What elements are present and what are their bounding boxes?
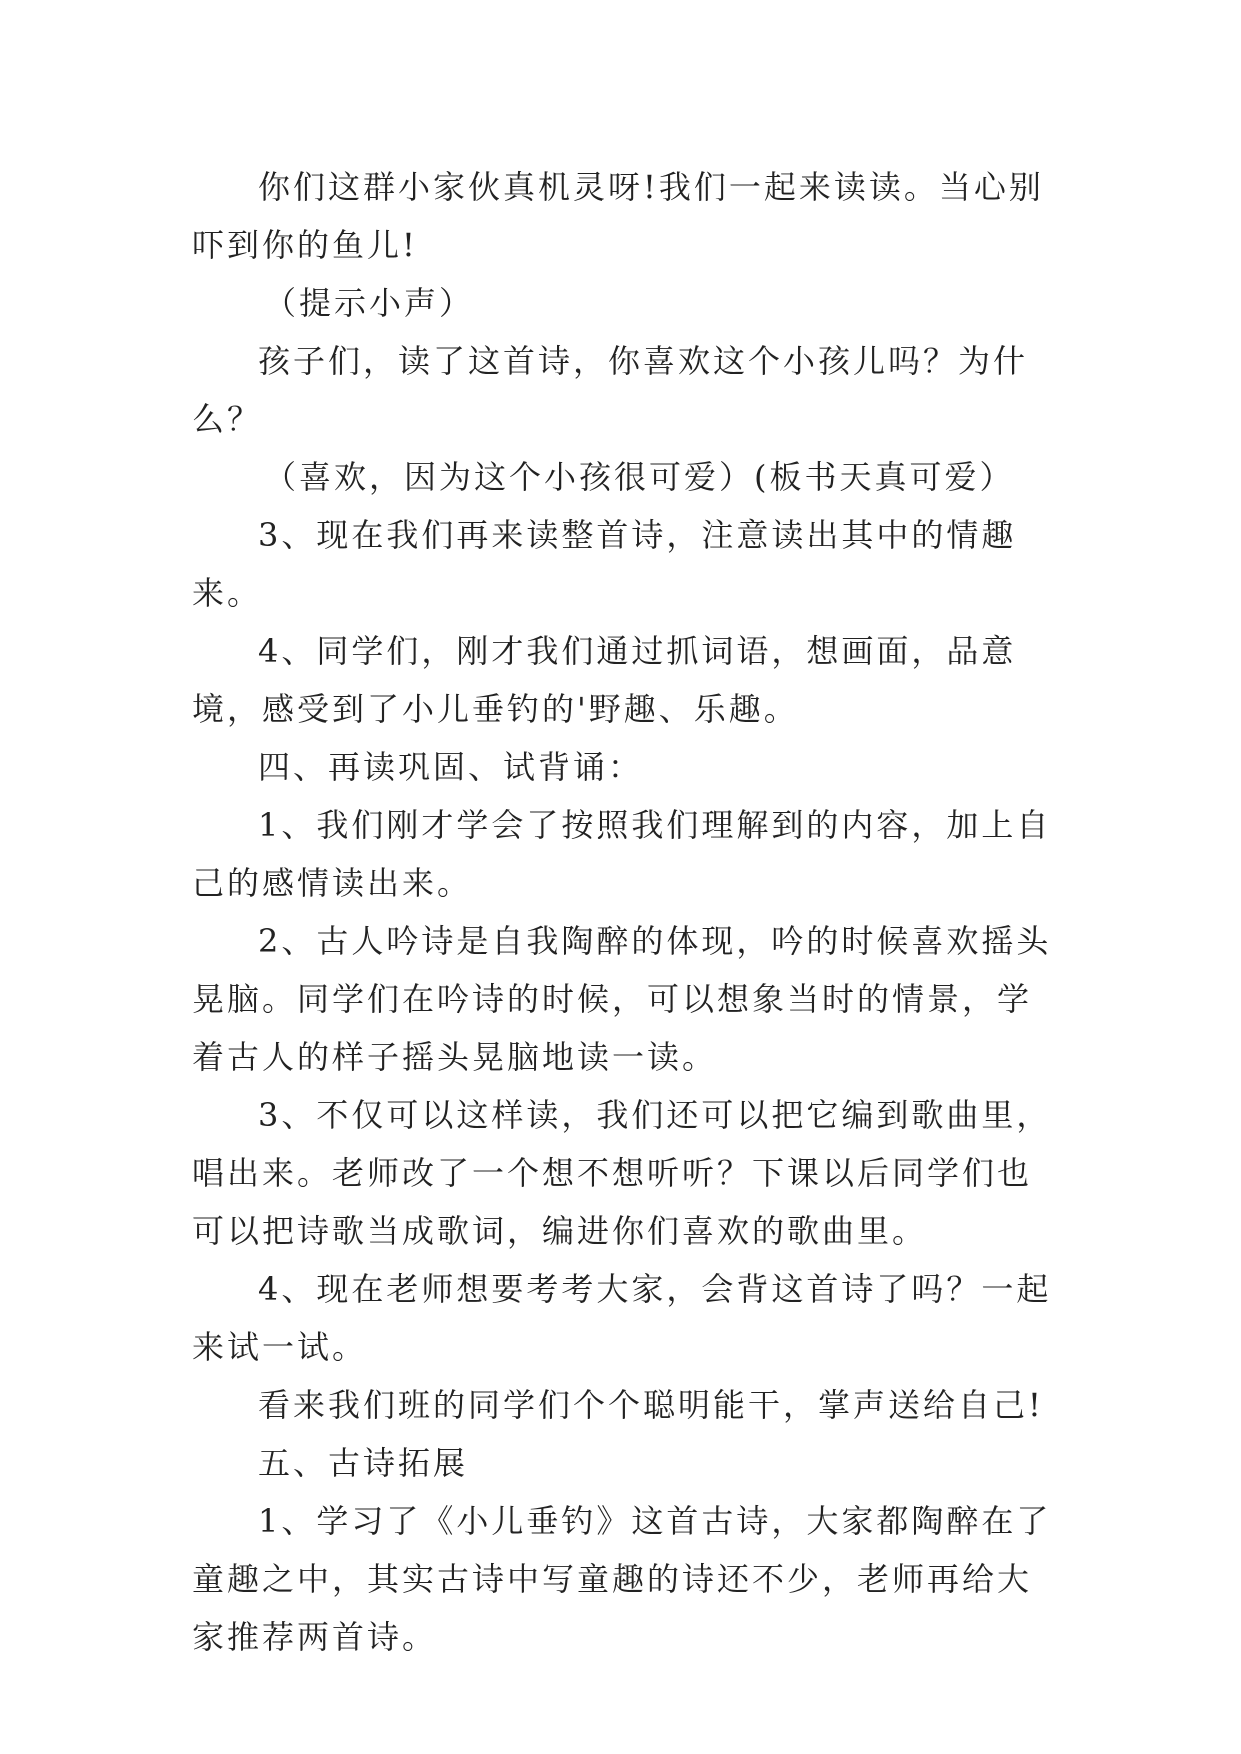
paragraph: 4、现在老师想要考考大家，会背这首诗了吗？一起来试一试。	[192, 1270, 1052, 1366]
paragraph: （提示小声）	[264, 284, 475, 322]
document-body	[192, 158, 1052, 1666]
section-heading: 五、古诗拓展	[258, 1444, 469, 1482]
paragraph: 3、现在我们再来读整首诗，注意读出其中的情趣来。	[192, 516, 1017, 612]
paragraph: 孩子们，读了这首诗，你喜欢这个小孩儿吗？为什么？	[192, 342, 1029, 438]
paragraph: 1、学习了《小儿垂钓》这首古诗，大家都陶醉在了童趣之中，其实古诗中写童趣的诗还不少，老师再给大家推荐两首诗。	[192, 1502, 1052, 1656]
paragraph: 你们这群小家伙真机灵呀!我们一起来读读。当心别吓到你的鱼儿!	[192, 168, 1044, 264]
paragraph: （喜欢，因为这个小孩很可爱）(板书天真可爱）	[264, 458, 1015, 496]
paragraph: 4、同学们，刚才我们通过抓词语，想画面，品意境，感受到了小儿垂钓的'野趣、乐趣。	[192, 632, 1017, 728]
paragraph: 2、古人吟诗是自我陶醉的体现，吟的时候喜欢摇头晃脑。同学们在吟诗的时候，可以想象当时的情景，学着古人的样子摇头晃脑地读一读。	[192, 922, 1052, 1076]
paragraph: 看来我们班的同学们个个聪明能干，掌声送给自己!	[258, 1386, 1044, 1424]
paragraph: 3、不仅可以这样读，我们还可以把它编到歌曲里，唱出来。老师改了一个想不想听听？下课以后同学们也可以把诗歌当成歌词，编进你们喜欢的歌曲里。	[192, 1096, 1052, 1250]
paragraph: 1、我们刚才学会了按照我们理解到的内容，加上自己的感情读出来。	[192, 806, 1052, 902]
section-heading: 四、再读巩固、试背诵：	[258, 748, 644, 786]
